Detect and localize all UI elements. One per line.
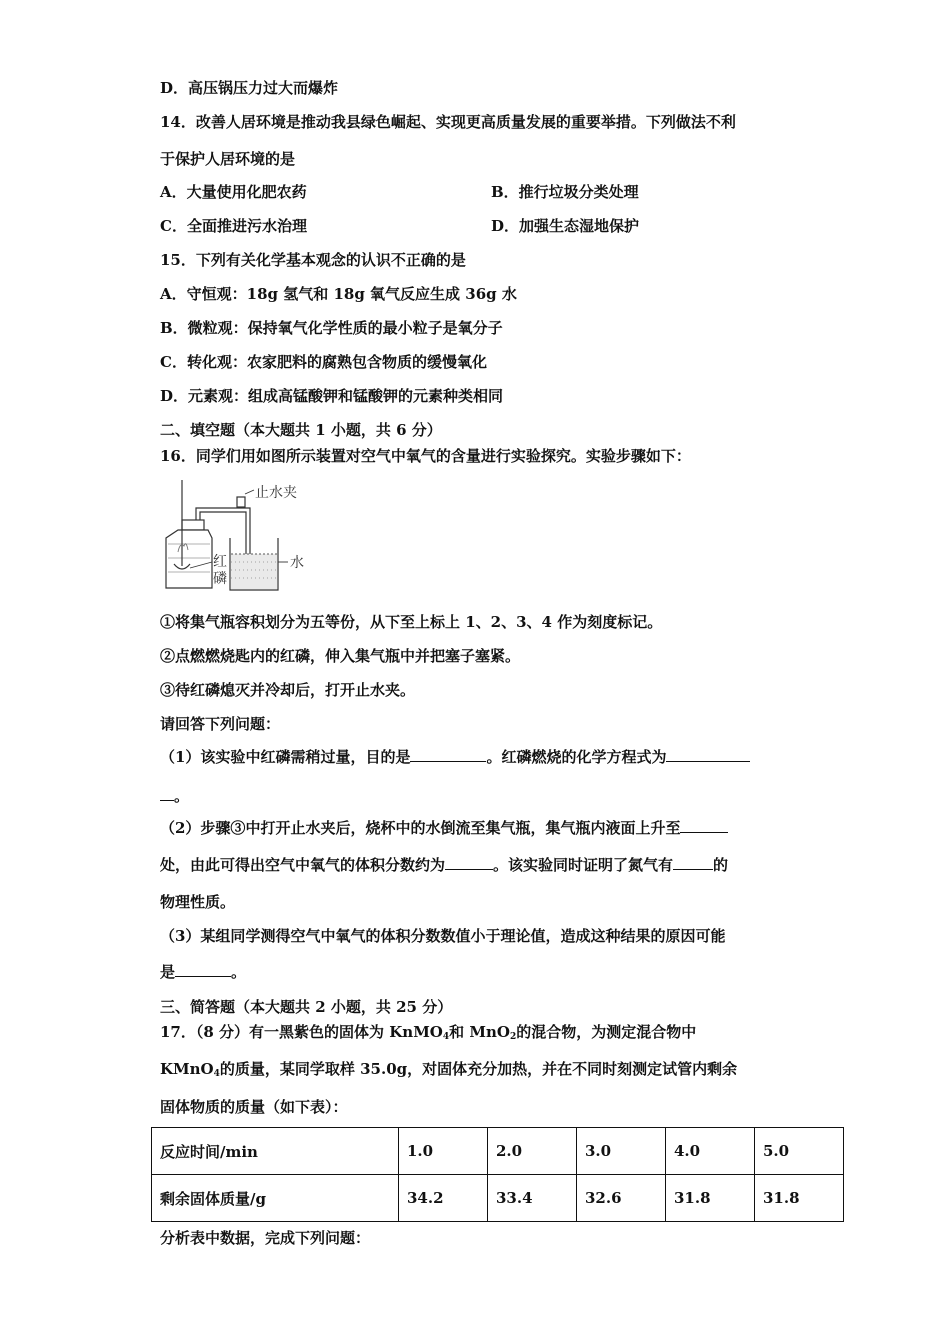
table-row xyxy=(152,1175,844,1222)
q17-sub-1: 4 xyxy=(442,1032,450,1042)
q16-part1-text-c: 。 xyxy=(174,787,190,805)
q16-part3-text-c: 。 xyxy=(231,963,247,981)
phosphorus-label-1: 红 xyxy=(213,554,227,570)
q14-stem-line1: 14．改善人居环境是推动我县绿色崛起、实现更高质量发展的重要举措。下列做法不利 xyxy=(160,113,736,131)
table-cell: 31.8 xyxy=(666,1175,755,1222)
q16-part2-line3: 物理性质。 xyxy=(160,893,236,911)
q16-part2-text-d: 的 xyxy=(713,856,729,874)
q17-text-b: 和 MnO xyxy=(449,1023,510,1041)
table-cell: 33.4 xyxy=(488,1175,577,1222)
q16-part3-text-b: 是 xyxy=(160,963,176,981)
phosphorus-label-2: 磷 xyxy=(213,571,227,587)
water-label: 水 xyxy=(290,555,304,571)
table-cell: 3.0 xyxy=(577,1128,666,1175)
answer-blank[interactable] xyxy=(666,747,750,762)
table-cell: 5.0 xyxy=(755,1128,844,1175)
answer-blank[interactable] xyxy=(410,747,486,762)
table-cell: 1.0 xyxy=(399,1128,488,1175)
q17-line1 xyxy=(160,1022,696,1047)
section3-title: 三、简答题（本大题共 2 小题，共 25 分） xyxy=(160,998,453,1016)
q14-stem-line2: 于保护人居环境的是 xyxy=(160,150,296,168)
gas-bottle-drawing xyxy=(166,480,212,588)
q16-stem: 16．同学们用如图所示装置对空气中氧气的含量进行实验探究。实验步骤如下： xyxy=(160,447,691,465)
table-cell: 32.6 xyxy=(577,1175,666,1222)
q14-option-c: C．全面推进污水治理 xyxy=(160,217,307,235)
q16-ask: 请回答下列问题： xyxy=(160,715,281,733)
table-row xyxy=(152,1128,844,1175)
clamp-label: 止水夹 xyxy=(255,485,297,501)
table-cell: 31.8 xyxy=(755,1175,844,1222)
q17-after-table: 分析表中数据，完成下列问题： xyxy=(160,1229,371,1247)
q14-option-a: A．大量使用化肥农药 xyxy=(160,183,307,201)
table-row-label: 剩余固体质量/g xyxy=(152,1175,399,1222)
q14-option-d: D．加强生态湿地保护 xyxy=(491,217,640,235)
q16-part3-line1: （3）某组同学测得空气中氧气的体积分数数值小于理论值，造成这种结果的原因可能 xyxy=(160,927,726,945)
q15-option-d: D．元素观：组成高锰酸钾和锰酸钾的元素种类相同 xyxy=(160,387,504,405)
q17-text-a: 17．（8 分）有一黑紫色的固体为 KnMO xyxy=(160,1023,443,1041)
q16-part1-text-a: （1）该实验中红磷需稍过量，目的是 xyxy=(160,748,411,766)
q16-part2-text-a: （2）步骤③中打开止水夹后，烧杯中的水倒流至集气瓶，集气瓶内液面上升至 xyxy=(160,819,681,837)
answer-blank[interactable] xyxy=(673,855,713,870)
q16-part1-line2 xyxy=(160,786,189,806)
q16-step-3: ③待红磷熄灭并冷却后，打开止水夹。 xyxy=(160,681,416,699)
table-cell: 2.0 xyxy=(488,1128,577,1175)
answer-blank[interactable] xyxy=(160,786,174,801)
table-row-label: 反应时间/min xyxy=(152,1128,399,1175)
table-cell: 34.2 xyxy=(399,1175,488,1222)
q17-sub-2: 2 xyxy=(509,1032,517,1042)
q16-part2-line2 xyxy=(160,855,728,875)
q15-stem: 15．下列有关化学基本观念的认识不正确的是 xyxy=(160,251,466,269)
answer-blank[interactable] xyxy=(445,855,493,870)
q17-line2 xyxy=(160,1059,737,1084)
q16-step-1: ①将集气瓶容积划分为五等份，从下至上标上 1、2、3、4 作为刻度标记。 xyxy=(160,613,663,631)
q16-part2-line1 xyxy=(160,818,728,838)
clamp-icon xyxy=(237,497,245,507)
q16-part2-text-b: 处，由此可得出空气中氧气的体积分数约为 xyxy=(160,856,446,874)
table-cell: 4.0 xyxy=(666,1128,755,1175)
answer-blank[interactable] xyxy=(680,818,728,833)
section2-title: 二、填空题（本大题共 1 小题，共 6 分） xyxy=(160,421,442,439)
q15-option-a: A．守恒观：18g 氢气和 18g 氧气反应生成 36g 水 xyxy=(160,285,517,303)
q16-part2-text-c: 。该实验同时证明了氮气有 xyxy=(493,856,674,874)
q17-sub-3: 4 xyxy=(213,1069,220,1079)
q16-part1-line1 xyxy=(160,747,750,767)
answer-blank[interactable] xyxy=(175,962,231,977)
q16-part3-line2 xyxy=(160,962,246,982)
q15-option-c: C．转化观：农家肥料的腐熟包含物质的缓慢氧化 xyxy=(160,353,487,371)
q17-text-e: 的质量，某同学取样 35.0g，对固体充分加热，并在不同时刻测定试管内剩余 xyxy=(219,1060,738,1078)
beaker-drawing xyxy=(230,538,288,590)
q16-step-2: ②点燃燃烧匙内的红磷，伸入集气瓶中并把塞子塞紧。 xyxy=(160,647,521,665)
q17-line3: 固体物质的质量（如下表）： xyxy=(160,1098,348,1116)
q17-text-c: 的混合物，为测定混合物中 xyxy=(516,1023,697,1041)
q13-option-d: D．高压锅压力过大而爆炸 xyxy=(160,79,339,97)
apparatus-figure xyxy=(160,478,340,594)
q14-option-b: B．推行垃圾分类处理 xyxy=(491,183,639,201)
q15-option-b: B．微粒观：保持氧气化学性质的最小粒子是氧分子 xyxy=(160,319,503,337)
q16-part1-text-b: 。红磷燃烧的化学方程式为 xyxy=(486,748,667,766)
data-table xyxy=(151,1127,844,1222)
q17-text-d: KMnO xyxy=(160,1060,214,1078)
